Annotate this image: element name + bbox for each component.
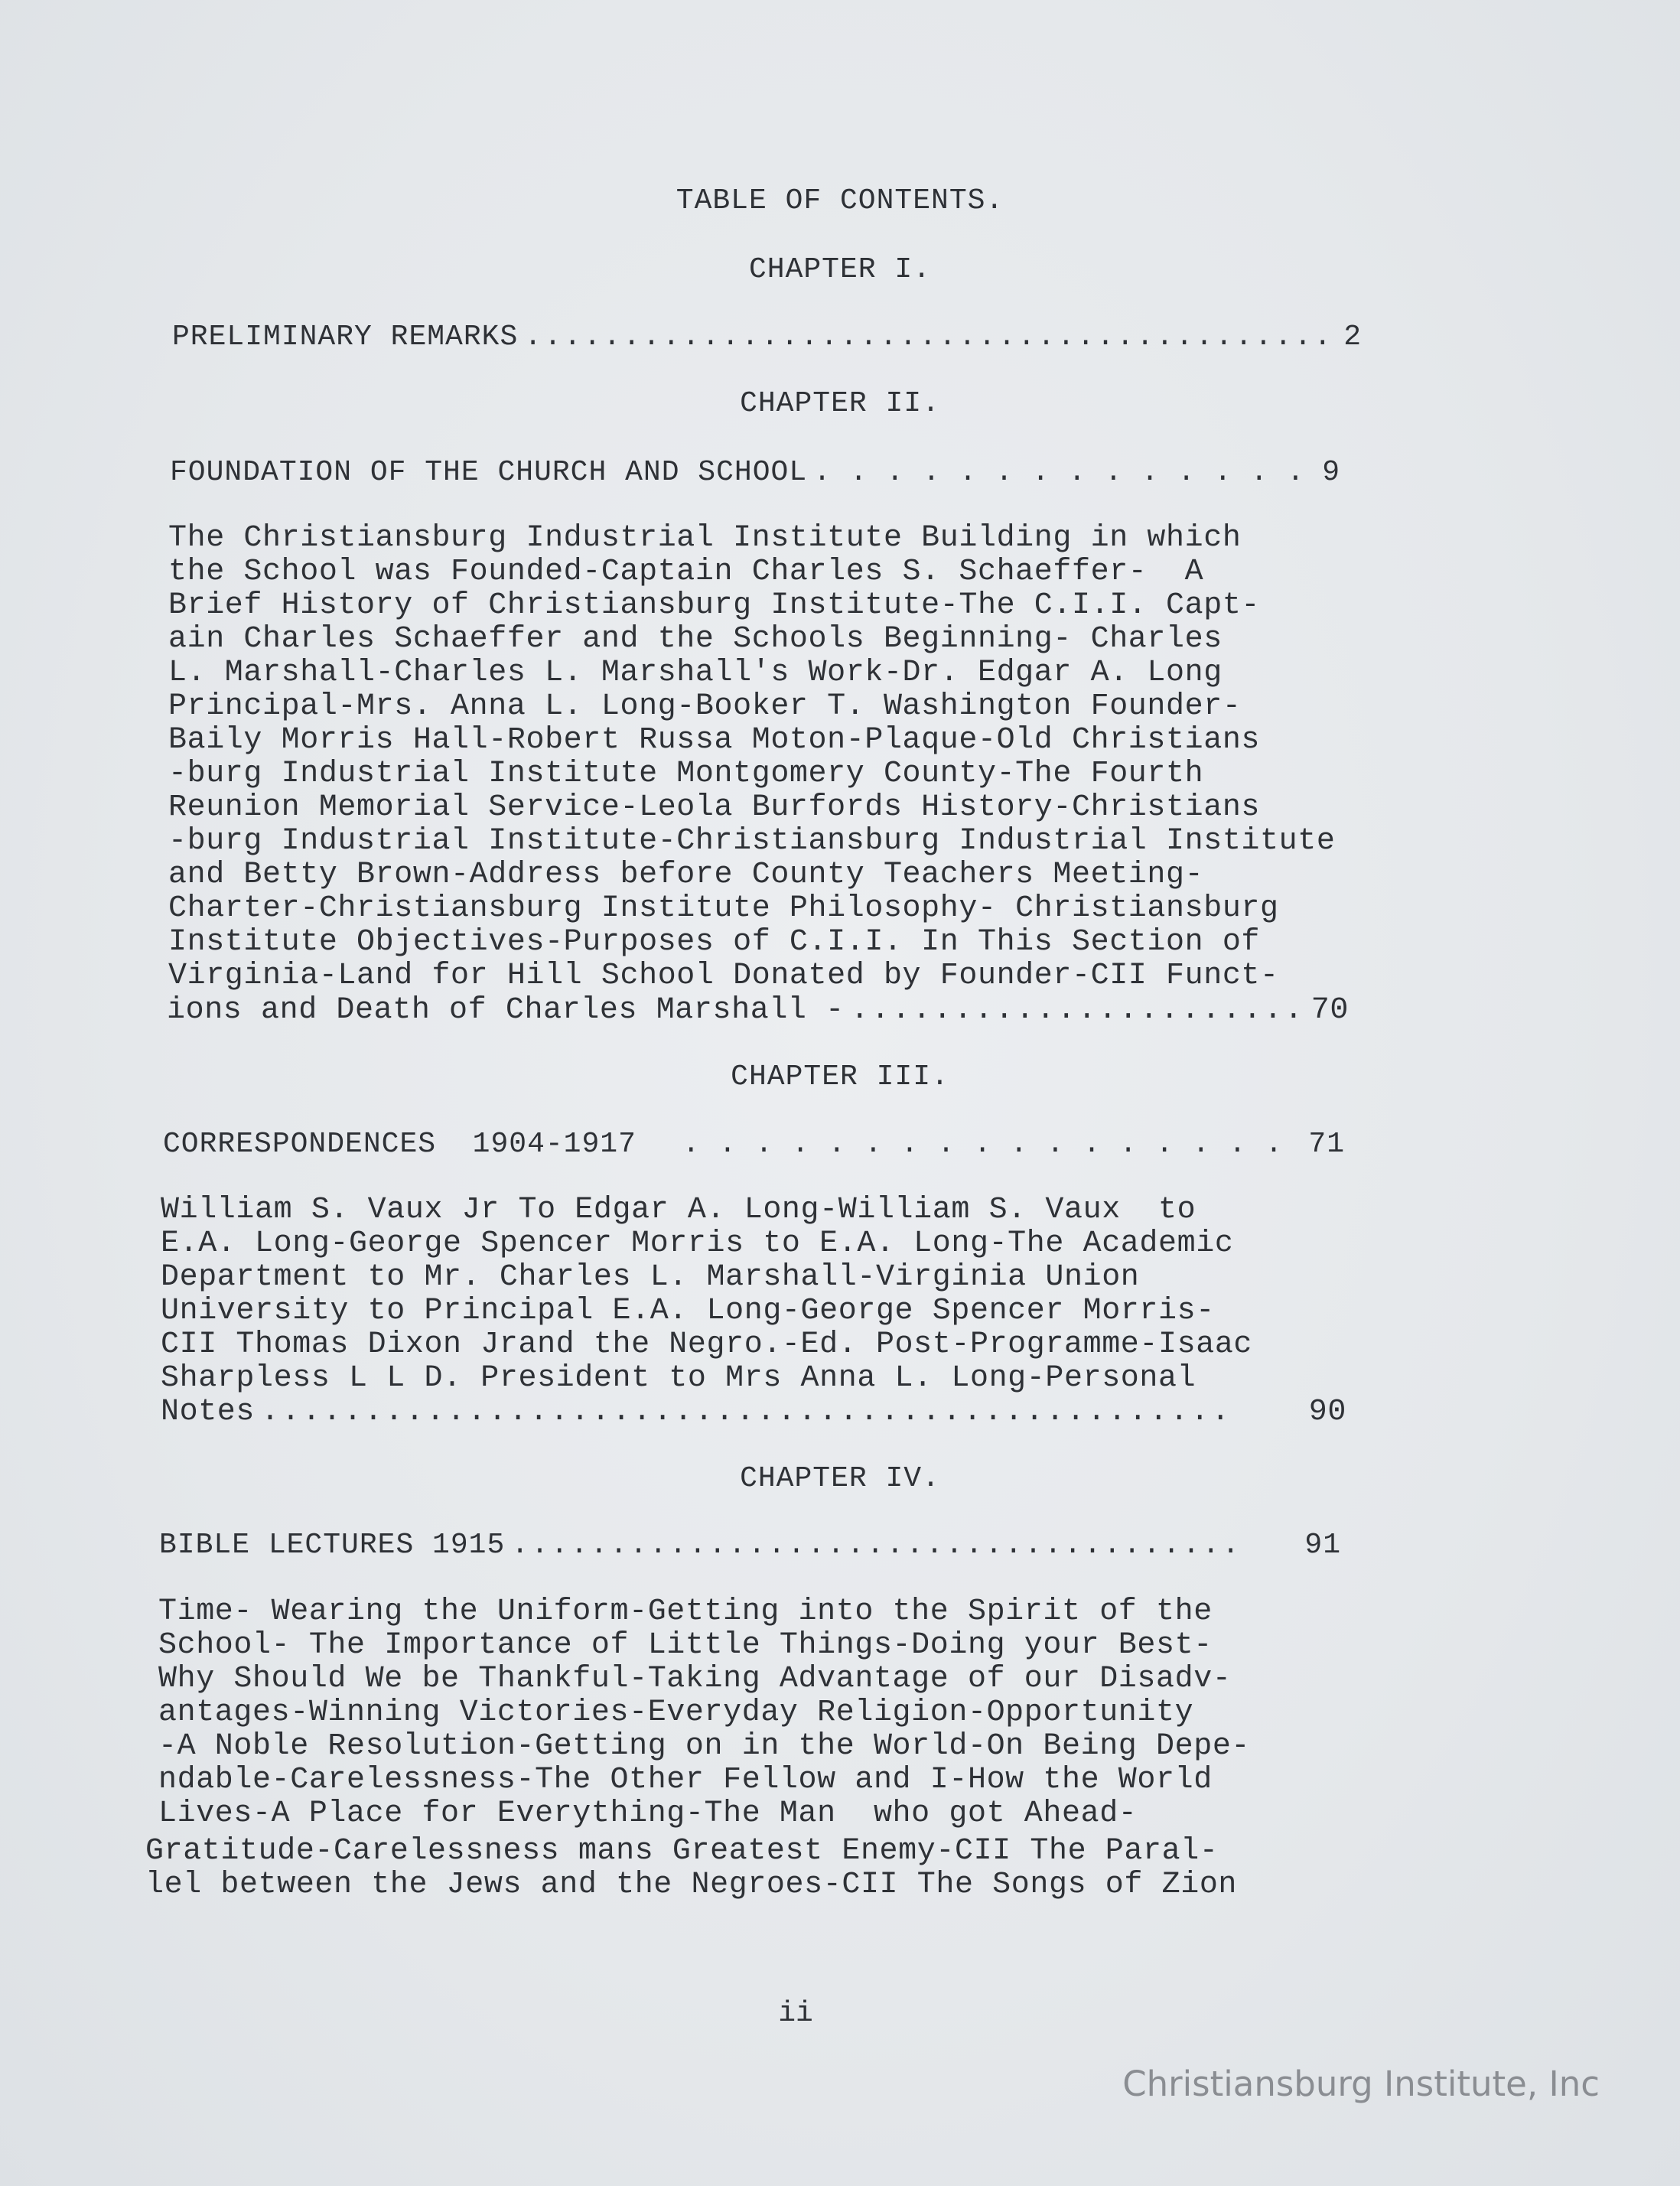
toc-entry-chapter-4 (159, 1528, 1341, 1563)
chapter-1-heading: CHAPTER I. (748, 253, 932, 286)
description-line: Sharpless L L D. President to Mrs Anna L. Long-Personal (161, 1361, 1197, 1396)
entry-page-number: 71 (1308, 1128, 1345, 1161)
description-line: the School was Founded-Captain Charles S. Schaeffer- A (168, 555, 1204, 589)
description-line: Virginia-Land for Hill School Donated by Founder-CII Funct- (168, 959, 1279, 993)
description-line: Reunion Memorial Service-Leola Burfords History-Christians (168, 790, 1261, 825)
description-line: Institute Objectives-Purposes of C.I.I. In This Section of (168, 925, 1261, 959)
description-line: Lives-A Place for Everything-The Man who got Ahead- (158, 1797, 1138, 1831)
toc-entry-chapter-1 (172, 320, 1362, 355)
description-line: ndable-Carelessness-The Other Fellow and I-How the World (158, 1763, 1213, 1797)
description-line: William S. Vaux Jr To Edgar A. Long-William S. Vaux to (161, 1193, 1197, 1227)
description-line: -burg Industrial Institute-Christiansburg Industrial Institute (168, 824, 1336, 858)
description-line: and Betty Brown-Address before County Teachers Meeting- (168, 858, 1204, 892)
chapter-2-description-last-line (167, 993, 1349, 1028)
watermark-logo: Christiansburg Institute, Inc (1122, 2064, 1600, 2104)
entry-page-number: 9 (1322, 456, 1340, 489)
description-line: University to Principal E.A. Long-George Spencer Morris- (161, 1294, 1215, 1328)
description-line: Notes (161, 1395, 256, 1429)
chapter-2-heading: CHAPTER II. (740, 387, 940, 420)
toc-title: TABLE OF CONTENTS. (676, 184, 1004, 217)
page-number: ii (778, 1997, 813, 2030)
description-line: Charter-Christiansburg Institute Philosophy- Christiansburg (168, 891, 1279, 926)
description-line: Time- Wearing the Uniform-Getting into the Spirit of the (158, 1595, 1213, 1629)
description-line: Why Should We be Thankful-Taking Advantage of our Disadv- (158, 1662, 1232, 1696)
entry-title: BIBLE LECTURES 1915 (159, 1529, 506, 1562)
description-line: Principal-Mrs. Anna L. Long-Booker T. Washington Founder- (168, 689, 1242, 724)
description-page-number: 70 (1310, 993, 1349, 1028)
chapter-3-description (161, 1194, 1252, 1396)
entry-title: CORRESPONDENCES 1904-1917 (163, 1128, 637, 1161)
description-line: ions and Death of Charles Marshall - (167, 993, 845, 1028)
dot-leader (511, 1528, 1243, 1563)
description-line: L. Marshall-Charles L. Marshall's Work-Dr. Edgar A. Long (168, 656, 1223, 690)
dot-leader (682, 1127, 1278, 1162)
chapter-4-heading: CHAPTER IV. (740, 1462, 940, 1495)
description-line: -burg Industrial Institute Montgomery County-The Fourth (168, 757, 1204, 791)
dot-leader (524, 320, 1337, 355)
dot-leader (851, 993, 1305, 1028)
description-line: CII Thomas Dixon Jrand the Negro.-Ed. Post-Programme-Isaac (161, 1328, 1253, 1362)
chapter-4-description-continued (145, 1835, 1237, 1902)
description-line: antages-Winning Victories-Everyday Religion-Opportunity (158, 1696, 1194, 1730)
description-line: The Christiansburg Industrial Institute Building in which (168, 521, 1242, 555)
entry-page-number: 91 (1304, 1529, 1341, 1562)
entry-title: PRELIMINARY REMARKS (172, 321, 519, 353)
chapter-2-description (168, 522, 1335, 993)
toc-entry-chapter-2 (170, 455, 1340, 490)
description-line: lel between the Jews and the Negroes-CII The Songs of Zion (145, 1868, 1238, 1902)
description-line: Brief History of Christiansburg Institute-The C.I.I. Capt- (168, 588, 1261, 623)
dot-leader (261, 1395, 1232, 1430)
chapter-3-description-last-line (161, 1395, 1346, 1430)
description-line: -A Noble Resolution-Getting on in the World-On Being Depe- (158, 1729, 1251, 1764)
toc-entry-chapter-3 (163, 1127, 1345, 1162)
entry-page-number: 2 (1343, 321, 1362, 353)
description-line: School- The Importance of Little Things-Doing your Best- (158, 1628, 1213, 1663)
description-line: Baily Morris Hall-Robert Russa Moton-Plaque-Old Christians (168, 723, 1261, 757)
dot-leader (813, 455, 1316, 490)
chapter-4-description (158, 1595, 1250, 1831)
description-line: Gratitude-Carelessness mans Greatest Enemy-CII The Paral- (145, 1834, 1219, 1868)
description-line: ain Charles Schaeffer and the Schools Beginning- Charles (168, 622, 1223, 656)
entry-title: FOUNDATION OF THE CHURCH AND SCHOOL (170, 456, 808, 489)
description-line: E.A. Long-George Spencer Morris to E.A. Long-The Academic (161, 1227, 1234, 1261)
description-page-number: 90 (1308, 1395, 1346, 1429)
chapter-3-heading: CHAPTER III. (731, 1060, 949, 1093)
description-line: Department to Mr. Charles L. Marshall-Virginia Union (161, 1260, 1140, 1295)
